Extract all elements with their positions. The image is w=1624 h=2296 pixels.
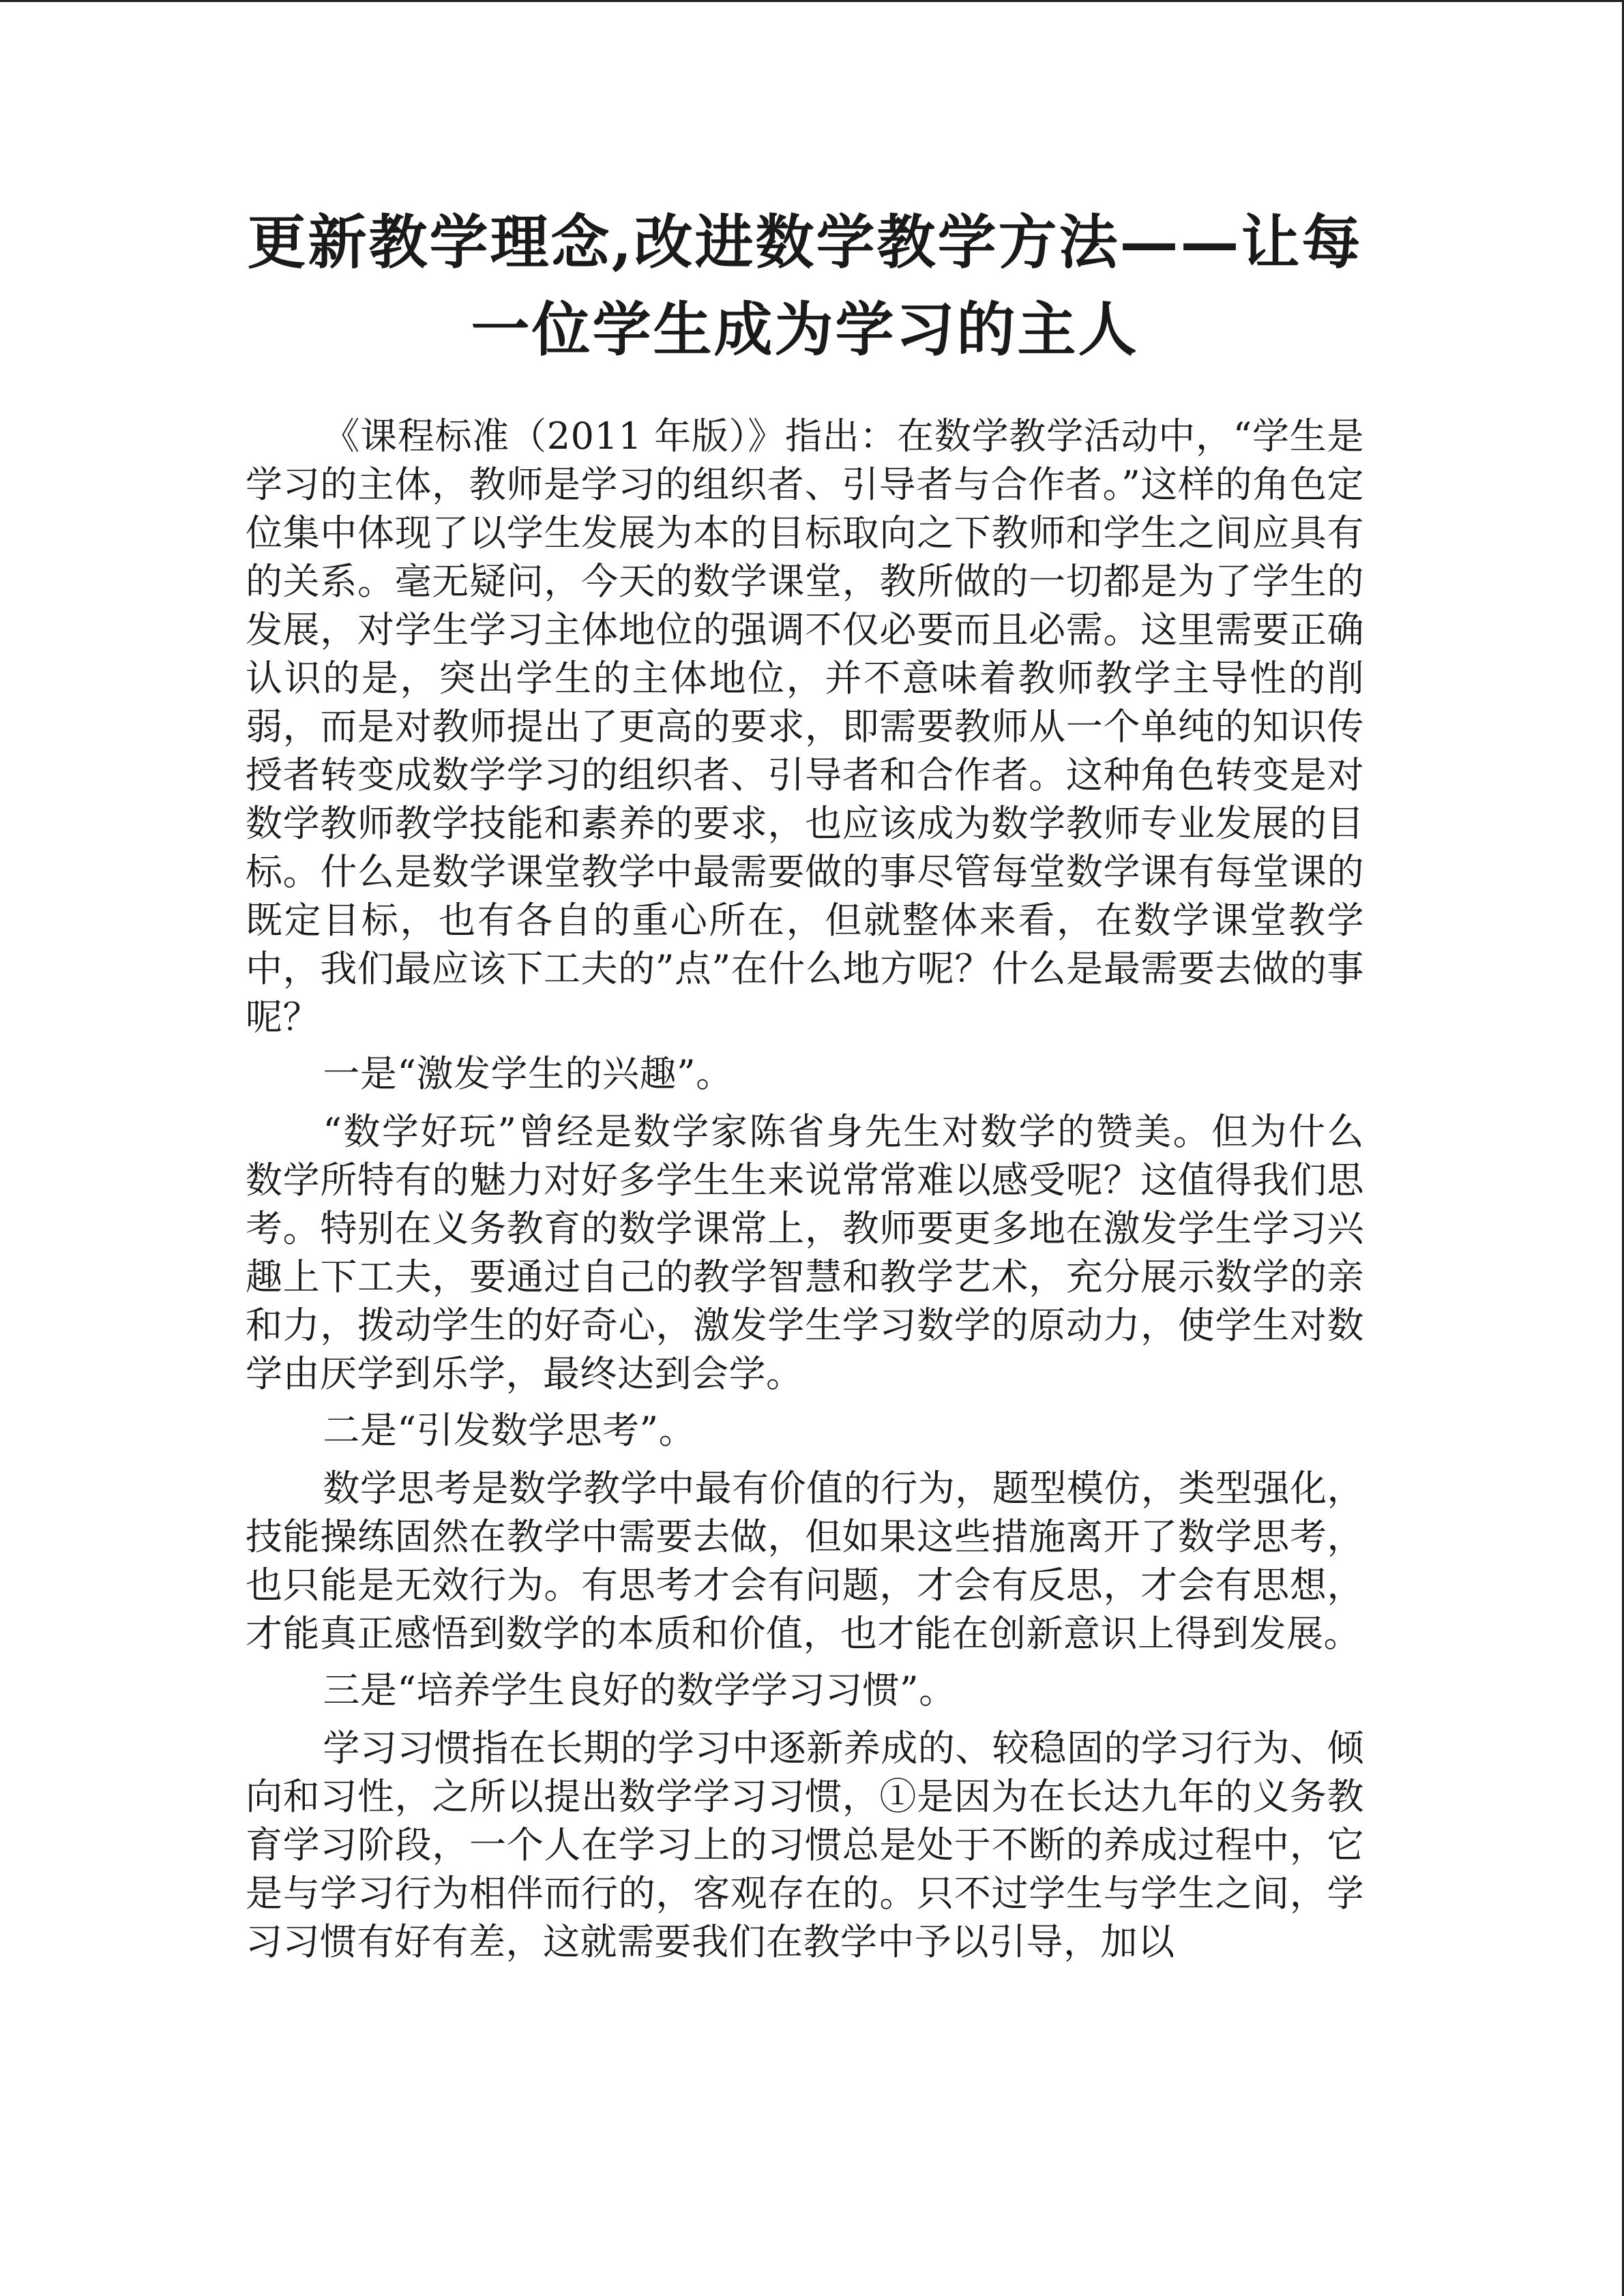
document-body — [246, 412, 1364, 1966]
paragraph-habits: 学习习惯指在长期的学习中逐新养成的、较稳固的学习行为、倾向和习性，之所以提出数学学习习惯，①是因为在长达九年的义务教育学习阶段，一个人在学习上的习惯总是处于不断的养成过程中，它是与学习行为相伴而行的，客观存在的。只不过学生与学生之间，学习习惯有好有差，这就需要我们在教学中予以引导，加以 — [246, 1727, 1364, 1963]
paragraph-thinking: 数学思考是数学教学中最有价值的行为，题型模仿，类型强化，技能操练固然在教学中需要去做，但如果这些措施离开了数学思考，也只能是无效行为。有思考才会有问题，才会有反思，才会有思想，才能真正感悟到数学的本质和价值，也才能在创新意识上得到发展。 — [246, 1467, 1364, 1655]
section-heading-interest: 一是“激发学生的兴趣”。 — [323, 1052, 733, 1095]
paragraph-intro: 《课程标准（2011 年版）》指出：在数学教学活动中，“学生是学习的主体，教师是学习的组织者、引导者与合作者。”这样的角色定位集中体现了以学生发展为本的目标取向之下教师和学生之间应具有的关系。毫无疑问，今天的数学课堂，教所做的一切都是为了学生的发展，对学生学习主体地位的强调不仅必要而且必需。这里需要正确认识的是，突出学生的主体地位，并不意味着教师教学主导性的削弱，而是对教师提出了更高的要求，即需要教师从一个单纯的知识传授者转变成数学学习的组织者、引导者和合作者。这种角色转变是对数学教师教学技能和素养的要求，也应该成为数学教师专业发展的目标。什么是数学课堂教学中最需要做的事尽管每堂数学课有每堂课的既定目标，也有各自的重心所在，但就整体来看，在数学课堂教学中，我们最应该下工夫的”点”在什么地方呢？什么是最需要去做的事呢？ — [246, 415, 1364, 1039]
page-top-border — [0, 0, 1624, 2]
section-heading-thinking: 二是“引发数学思考”。 — [323, 1409, 696, 1452]
paragraph-interest: “数学好玩”曾经是数学家陈省身先生对数学的赞美。但为什么数学所特有的魅力对好多学生生来说常常难以感受呢？这值得我们思考。特别在义务教育的数学课常上，教师要更多地在激发学生学习兴趣上下工夫，要通过自己的教学智慧和教学艺术，充分展示数学的亲和力，拨动学生的好奇心，激发学生学习数学的原动力，使学生对数学由厌学到乐学，最终达到会学。 — [246, 1110, 1364, 1395]
document-title — [246, 199, 1364, 374]
title-line-1: 更新教学理念,改进数学教学方法——让每 — [247, 208, 1363, 277]
section-heading-habits: 三是“培养学生良好的数学学习习惯”。 — [323, 1669, 956, 1712]
document-page — [246, 199, 1364, 1974]
title-line-2: 一位学生成为学习的主人 — [471, 295, 1139, 364]
